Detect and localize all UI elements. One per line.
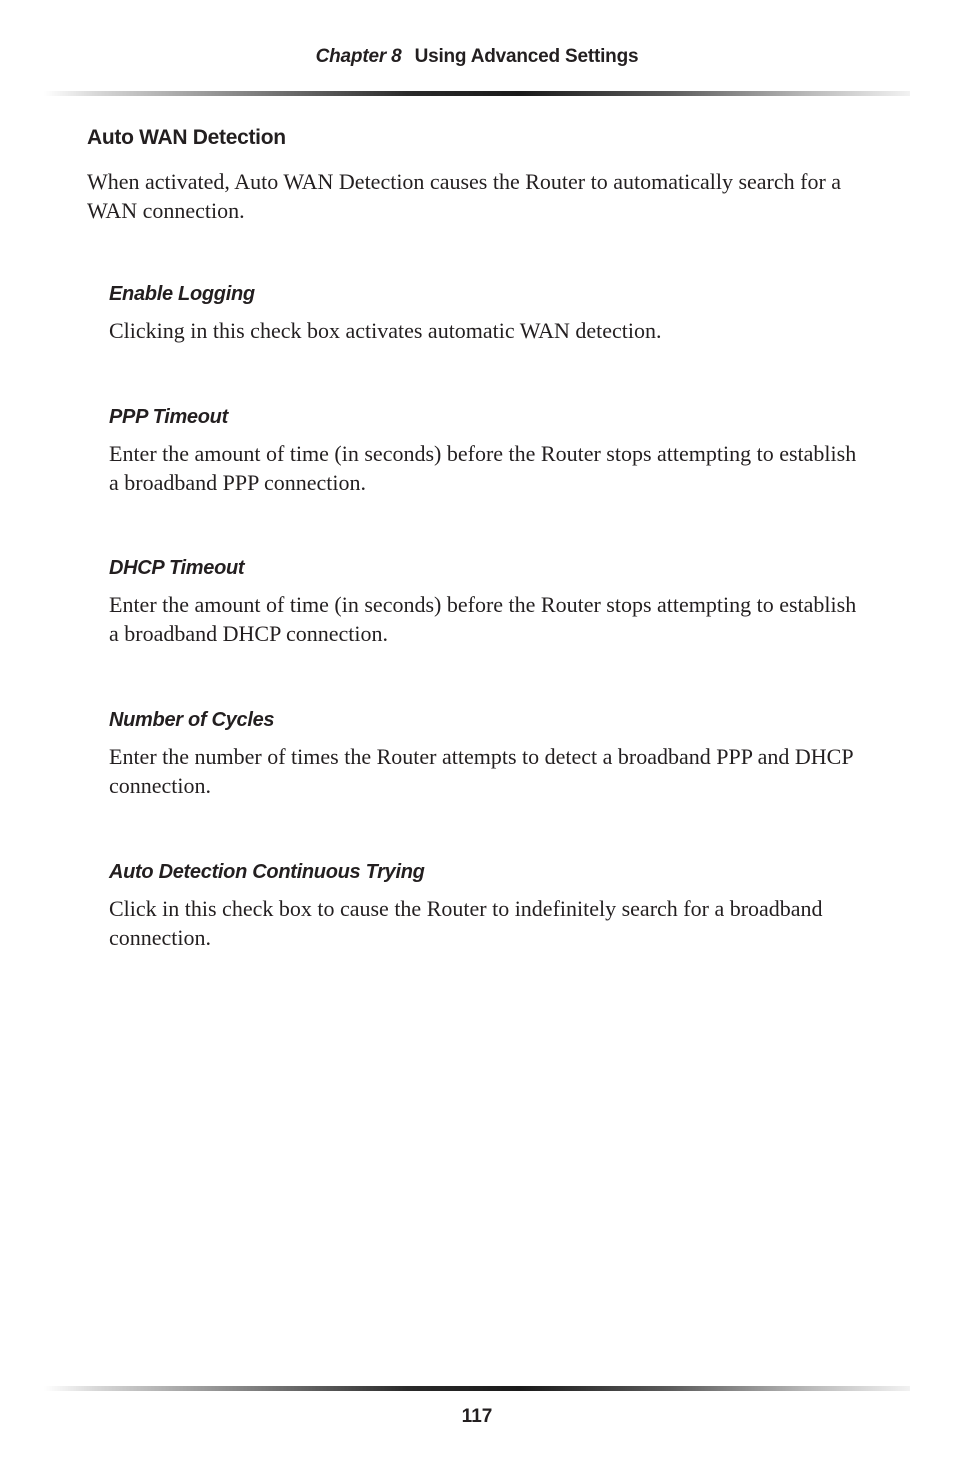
item-description: Enter the amount of time (in seconds) before the Router stops attempting to establish a broadband PPP connection. xyxy=(109,441,857,495)
item-auto-detection-continuous-trying xyxy=(109,860,869,952)
chapter-label: Chapter 8 xyxy=(315,46,402,67)
item-title: PPP Timeout xyxy=(109,406,228,428)
footer-rule xyxy=(44,1386,910,1391)
item-description: Enter the number of times the Router attempts to detect a broadband PPP and DHCP connection. xyxy=(109,744,853,798)
page-number: 117 xyxy=(461,1406,493,1427)
item-description: Enter the amount of time (in seconds) before the Router stops attempting to establish a broadband DHCP connection. xyxy=(109,592,857,646)
item-title: DHCP Timeout xyxy=(109,557,245,579)
item-number-of-cycles xyxy=(109,708,869,800)
item-dhcp-timeout xyxy=(109,556,869,648)
item-enable-logging xyxy=(109,282,869,345)
item-ppp-timeout xyxy=(109,405,869,497)
item-title: Number of Cycles xyxy=(109,709,275,731)
header-rule xyxy=(44,91,910,96)
section-intro: When activated, Auto WAN Detection causes the Router to automatically search for a WAN connection. xyxy=(87,169,842,223)
item-description: Clicking in this check box activates automatic WAN detection. xyxy=(109,318,662,343)
section-title: Auto WAN Detection xyxy=(87,126,286,149)
chapter-title: Using Advanced Settings xyxy=(414,46,639,67)
item-description: Click in this check box to cause the Router to indefinitely search for a broadband connection. xyxy=(109,896,823,950)
item-title: Auto Detection Continuous Trying xyxy=(109,861,425,883)
running-header xyxy=(0,46,954,68)
item-title: Enable Logging xyxy=(109,283,255,305)
